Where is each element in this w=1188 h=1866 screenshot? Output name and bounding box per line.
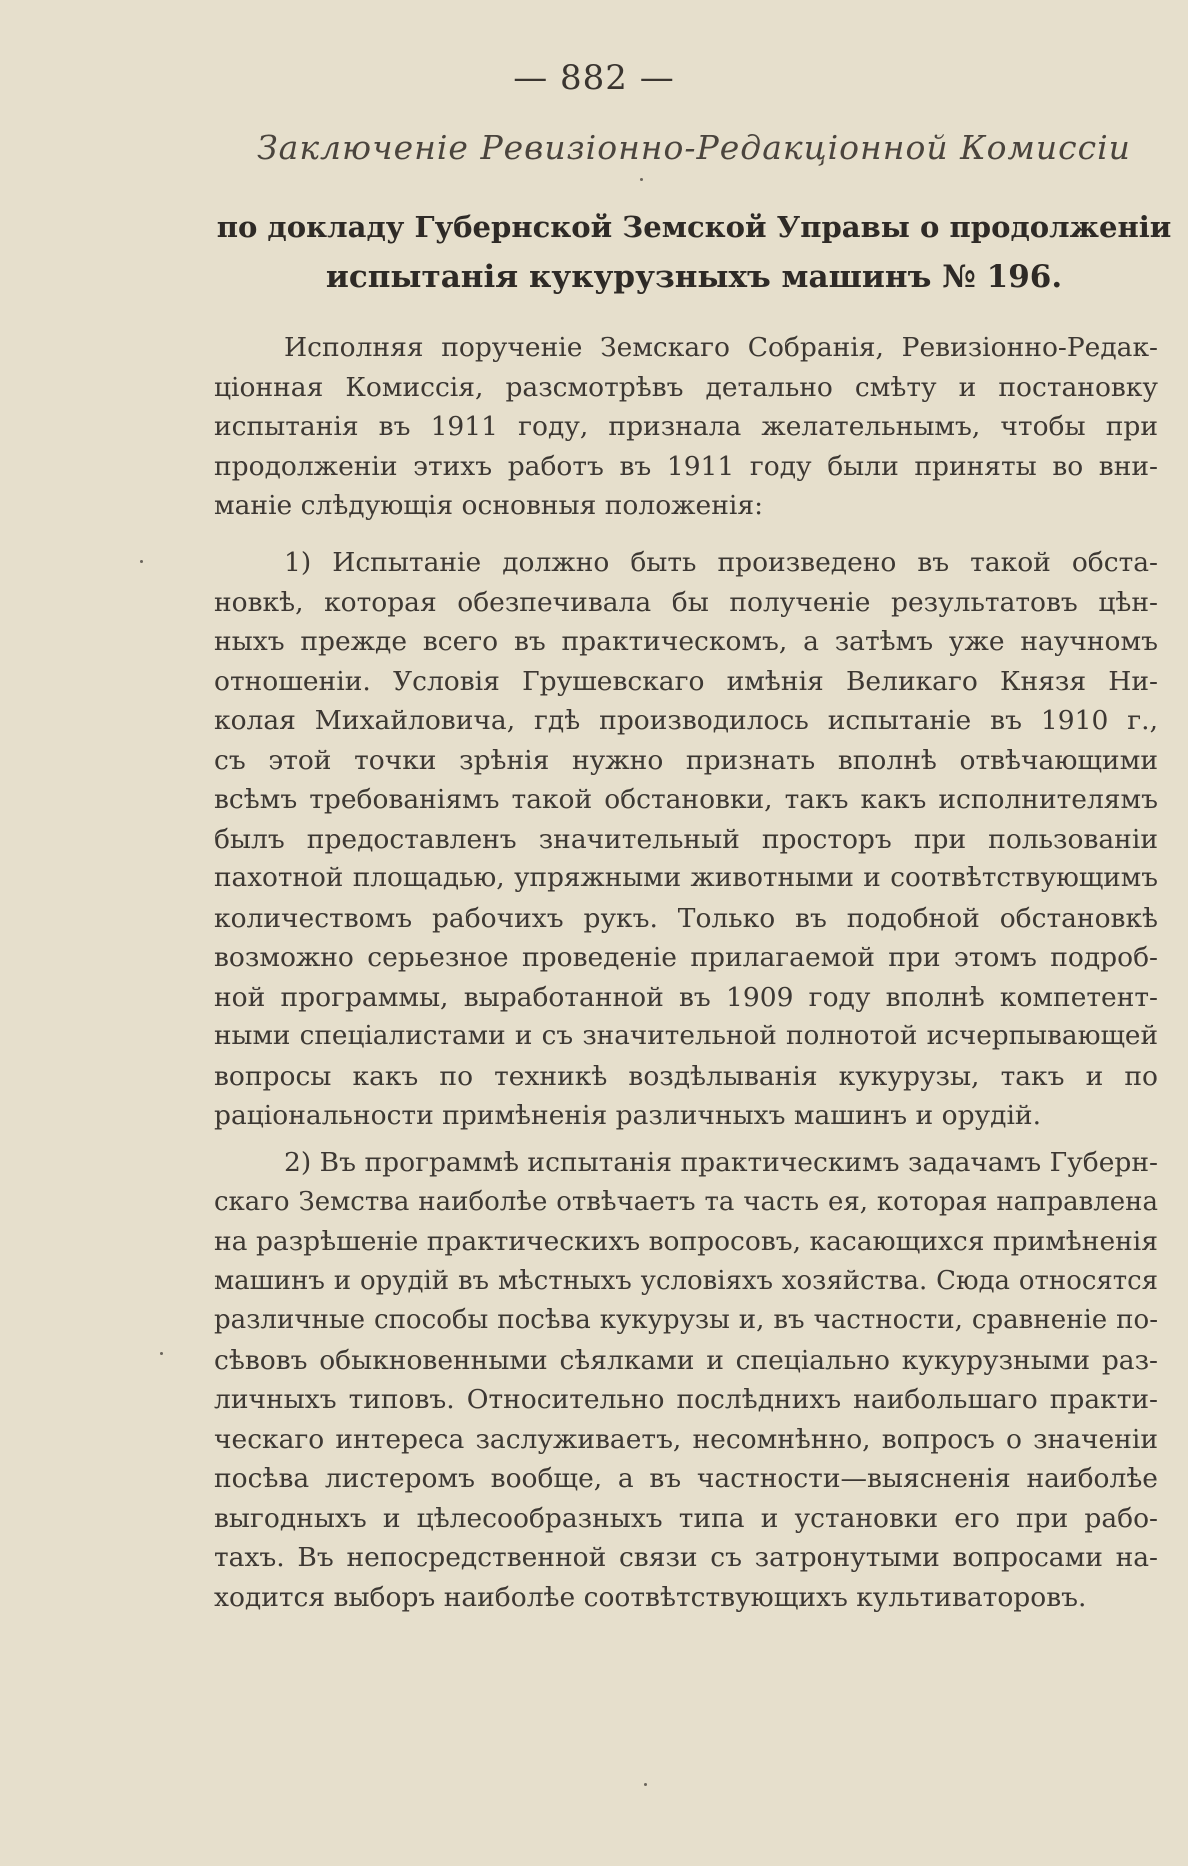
print-speck (160, 1352, 163, 1355)
text-line: ческаго интереса заслуживаетъ, несомнѣнно, вопросъ о значеніи (214, 1423, 1158, 1455)
paragraph-intro (214, 328, 1158, 526)
text-line: машинъ и орудій въ мѣстныхъ условіяхъ хозяйства. Сюда относятся (214, 1265, 1158, 1296)
text-line: испытанія въ 1911 году, признала желательнымъ, чтобы при (214, 411, 1158, 442)
text-line: ными спеціалистами и съ значительной полнотой исчерпывающей (214, 1021, 1158, 1051)
page-number: — 882 — (513, 58, 675, 98)
text-line: ходится выборъ наиболѣе соотвѣтствующихъ культиваторовъ. (214, 1581, 1087, 1613)
document-subtitle: Заключеніе Ревизіонно-Редакціонной Комиссіи (257, 128, 1131, 167)
text-line: вопросы какъ по техникѣ воздѣлыванія кукурузы, такъ и по (214, 1060, 1158, 1092)
text-line: ной программы, выработанной въ 1909 году вполнѣ компетент- (214, 981, 1158, 1013)
print-speck (644, 1783, 647, 1786)
text-line: количествомъ рабочихъ рукъ. Только въ подобной обстановкѣ (214, 902, 1158, 934)
text-line: всѣмъ требованіямъ такой обстановки, такъ какъ исполнителямъ (214, 784, 1158, 815)
text-line: тахъ. Въ непосредственной связи съ затронутыми вопросами на- (214, 1542, 1158, 1573)
text-line: ныхъ прежде всего въ практическомъ, а затѣмъ уже научномъ (214, 626, 1158, 657)
text-line: былъ предоставленъ значительный просторъ при пользованіи (214, 823, 1158, 855)
paragraph-2 (214, 1143, 1158, 1617)
text-line: 1) Испытаніе должно быть произведено въ такой обста- (284, 547, 1158, 578)
text-line: возможно серьезное проведеніе прилагаемой при этомъ подроб- (214, 942, 1158, 973)
text-line: скаго Земства наиболѣе отвѣчаетъ та часть ея, которая направлена (214, 1186, 1158, 1217)
text-line: сѣвовъ обыкновенными сѣялками и спеціально кукурузными раз- (214, 1344, 1158, 1376)
title-line: испытанія кукурузныхъ машинъ № 196. (325, 259, 1063, 295)
title-line: по докладу Губернской Земской Управы о продолженіи (216, 210, 1172, 244)
text-line: Исполняя порученіе Земскаго Собранія, Ревизіонно-Редак- (284, 332, 1158, 363)
text-line: раціональности примѣненія различныхъ машинъ и орудій. (214, 1100, 1042, 1131)
print-speck (140, 560, 143, 563)
print-speck (640, 178, 643, 181)
text-line: выгодныхъ и цѣлесообразныхъ типа и установки его при рабо- (214, 1502, 1158, 1534)
text-line: посѣва листеромъ вообще, а въ частности—выясненія наиболѣе (214, 1463, 1158, 1494)
text-line: ціонная Комиссія, разсмотрѣвъ детально смѣту и постановку (214, 371, 1158, 403)
text-line: новкѣ, которая обезпечивала бы полученіе результатовъ цѣн- (214, 586, 1158, 618)
text-line: маніе слѣдующія основныя положенія: (214, 490, 764, 521)
document-title (214, 202, 1174, 302)
text-line: колая Михайловича, гдѣ производилось испытаніе въ 1910 г., (214, 705, 1158, 736)
text-line: на разрѣшеніе практическихъ вопросовъ, касающихся примѣненія (214, 1226, 1158, 1257)
text-line: личныхъ типовъ. Относительно послѣднихъ наибольшаго практи- (214, 1384, 1158, 1415)
text-line: пахотной площадью, упряжными животными и соотвѣтствующимъ (214, 863, 1158, 893)
text-line: отношеніи. Условія Грушевскаго имѣнія Великаго Князя Ни- (214, 665, 1158, 697)
text-line: съ этой точки зрѣнія нужно признать вполнѣ отвѣчающими (214, 744, 1158, 776)
text-line: продолженіи этихъ работъ въ 1911 году были приняты во вни- (214, 450, 1158, 482)
text-line: различные способы посѣва кукурузы и, въ частности, сравненіе по- (214, 1305, 1158, 1335)
paragraph-1 (214, 543, 1158, 1136)
text-line: 2) Въ программѣ испытанія практическимъ задачамъ Губерн- (284, 1147, 1158, 1178)
